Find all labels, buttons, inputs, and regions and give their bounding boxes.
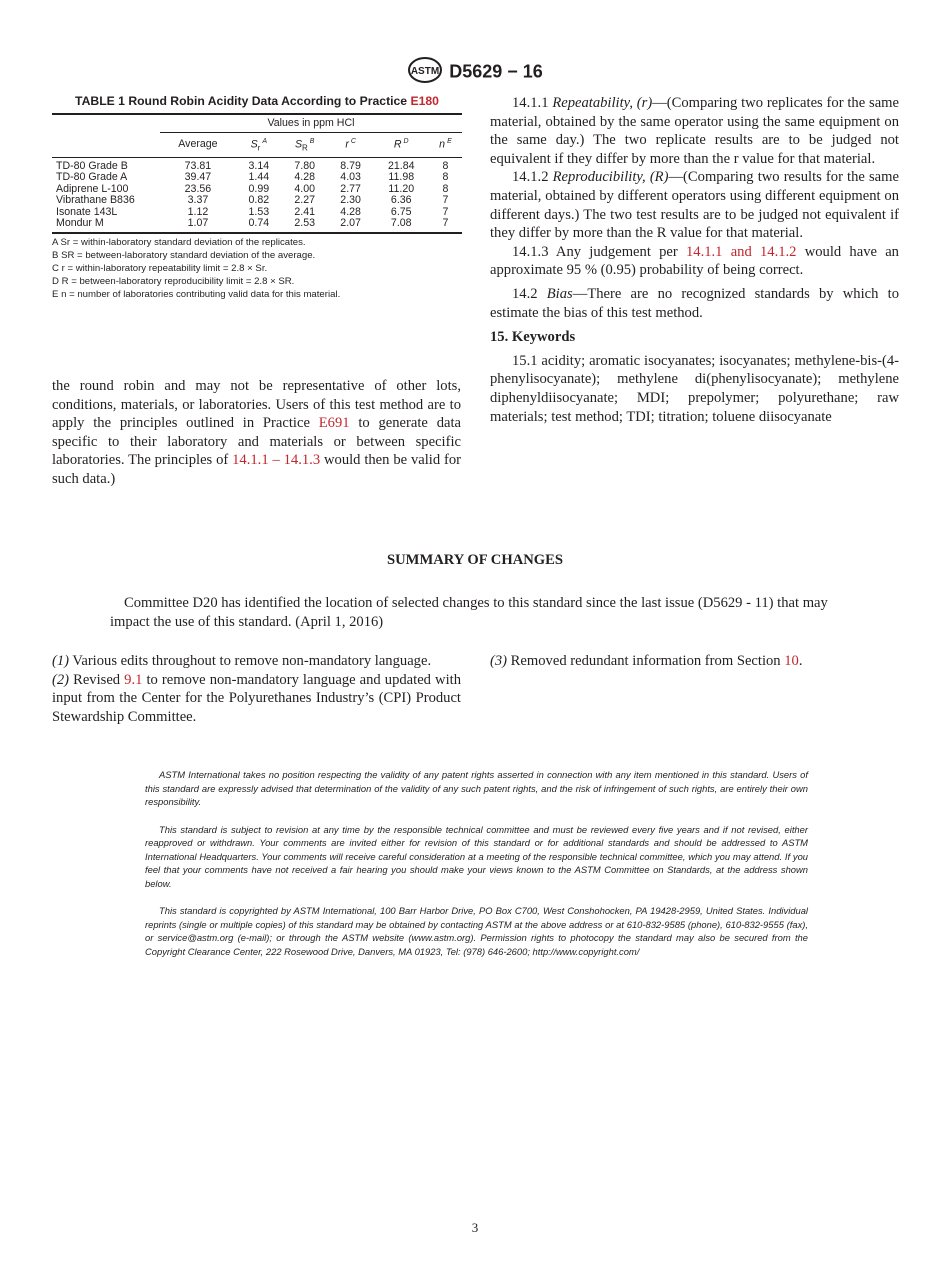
table-row bbox=[52, 218, 462, 233]
table-cell: 7 bbox=[442, 194, 449, 207]
section-14-1-1: 14.1.1 Repeatability, (r)—(Comparing two replicates for the same material, obtained by the same operator using the same equipment on the same day.) The two replicate results are to be judged not equivalent if they differ by more than the r value for that material. bbox=[490, 95, 900, 167]
table-title: TABLE 1 Round Robin Acidity Data According to Practice E180 bbox=[75, 94, 439, 108]
material-name: TD-80 Grade B bbox=[56, 159, 128, 172]
material-name: Isonate 143L bbox=[56, 205, 118, 218]
footnote: D R = between-laboratory reproducibility limit = 2.8 × SR. bbox=[52, 275, 295, 287]
section-15-1: 15.1 acidity; aromatic isocyanates; isocyanates; methylene-bis-(4-phenylisocyanate); methylene di(phenylisocyanate); methylene diphenyldiisocyanate; MDI; prepolymer; polyurethane; raw materials; test method; TDI; titration; toluene diisocyanate bbox=[490, 352, 899, 425]
table-cell: 8 bbox=[442, 159, 449, 172]
column-header: Average bbox=[178, 137, 218, 150]
table-cell: 11.98 bbox=[388, 171, 415, 184]
table-row bbox=[52, 195, 462, 207]
fine-print bbox=[145, 768, 808, 958]
page-header bbox=[0, 56, 950, 89]
material-name: Mondur M bbox=[56, 217, 104, 230]
table-cell: 8 bbox=[442, 182, 449, 195]
table-cell: 4.28 bbox=[340, 205, 361, 218]
copyright-notice: This standard is copyrighted by ASTM International, 100 Barr Harbor Drive, PO Box C700, West Conshohocken, PA 19428-2959, United States. Individual reprints (single or multiple copies) of this standard may be obtained by contacting ASTM at the above address or at 610-832-9585 (phone), 610-832-9555 (fax), or service@astm.org (e-mail); or through the ASTM website (www.astm.org). Permission rights to photocopy the standard may also be secured from the Copyright Clearance Center, 222 Rosewood Drive, Danvers, MA 01923, Tel: (978) 646-2600; http://www.copyright.com/ bbox=[145, 905, 808, 957]
footnote: E n = number of laboratories contributing valid data for this material. bbox=[52, 288, 341, 300]
table-cell: 39.47 bbox=[184, 171, 212, 184]
link-9-1[interactable]: 9.1 bbox=[124, 671, 143, 688]
summary-heading: SUMMARY OF CHANGES bbox=[387, 552, 563, 568]
table-cell: 4.03 bbox=[340, 171, 361, 184]
link-e691[interactable]: E691 bbox=[318, 415, 350, 432]
table-cell: 1.12 bbox=[187, 205, 209, 218]
table-cell: 4.28 bbox=[294, 171, 316, 184]
table-cell: 8 bbox=[442, 171, 449, 184]
column-header: r $^C$ bbox=[345, 137, 356, 151]
table-footnotes bbox=[52, 236, 462, 301]
column-header: $S_R^B$ bbox=[294, 137, 315, 153]
summary-changes-left bbox=[52, 652, 461, 726]
table-cell: 4.00 bbox=[294, 182, 316, 195]
link-14-1-1-and-14-1-2[interactable]: 14.1.1 and 14.1.2 bbox=[685, 243, 797, 260]
footnote: C r = within-laboratory repeatability limit = 2.8 × Sr. bbox=[52, 262, 268, 274]
column-header: $S_r^A$ bbox=[250, 137, 267, 153]
table-cell: 1.44 bbox=[248, 171, 270, 184]
material-name: Vibrathane B836 bbox=[56, 194, 135, 207]
svg-text:ASTM: ASTM bbox=[411, 66, 440, 77]
table-cell: 7 bbox=[442, 217, 449, 230]
footnote: A Sr = within-laboratory standard deviation of the replicates. bbox=[52, 236, 306, 248]
left-column bbox=[52, 377, 461, 489]
table-cell: 2.77 bbox=[340, 182, 361, 195]
summary-changes-right bbox=[490, 652, 899, 671]
column-header: R $^D$ bbox=[393, 137, 409, 151]
table-cell: 11.20 bbox=[388, 182, 415, 195]
table-cell: 7.80 bbox=[294, 159, 316, 172]
right-column bbox=[490, 94, 899, 426]
section-14-1-3: 14.1.3 Any judgement per 14.1.1 and 14.1.2 would have an approximate 95 % (0.95) probability of being correct. bbox=[490, 243, 899, 279]
designation: D5629 − 16 bbox=[449, 61, 543, 82]
table-cell: 3.37 bbox=[187, 194, 209, 207]
section-heading-keywords: 15. Keywords bbox=[490, 329, 576, 346]
link-14-1-1-to-14-1-3[interactable]: 14.1.1 – 14.1.3 bbox=[232, 452, 321, 469]
table-cell: 2.41 bbox=[294, 205, 316, 218]
group-header: Values in ppm HCl bbox=[160, 114, 462, 132]
table-cell: 7.08 bbox=[390, 217, 412, 230]
table-cell: 2.07 bbox=[340, 217, 361, 230]
change-1: (1) Various edits throughout to remove non-mandatory language. bbox=[52, 653, 432, 669]
material-name: TD-80 Grade A bbox=[56, 171, 128, 184]
link-section-10[interactable]: 10 bbox=[784, 653, 799, 669]
table-cell: 0.99 bbox=[248, 182, 270, 195]
link-e180[interactable]: E180 bbox=[410, 94, 439, 108]
table-cell: 23.56 bbox=[184, 182, 212, 195]
summary-intro: Committee D20 has identified the location of selected changes to this standard since the last issue (D5629 - 11) that may impact the use of this standard. (April 1, 2016) bbox=[110, 595, 828, 630]
table-cell: 6.36 bbox=[390, 194, 412, 207]
data-table bbox=[52, 113, 462, 234]
section-14-1-2: 14.1.2 Reproducibility, (R)—(Comparing two results for the same material, obtained by different operators using different equipment on different days.) The two test results are to be judged not equivalent if they differ by more than the R value for that material. bbox=[490, 169, 899, 242]
footnote: B SR = between-laboratory standard deviation of the average. bbox=[52, 249, 316, 261]
table-row bbox=[52, 172, 462, 184]
table-cell: 1.53 bbox=[248, 205, 270, 218]
paragraph-continuation: the round robin and may not be representative of other lots, conditions, materials, or laboratories. Users of this test method are to apply the principles outlined in Practice E691 to generate data specific to their laboratory and materials or between specific laboratories. The principles of 14.1.1 – 14.1.3 would then be valid for such data.) bbox=[52, 378, 462, 487]
table-cell: 6.75 bbox=[390, 205, 412, 218]
table-cell: 0.82 bbox=[248, 194, 270, 207]
table-cell: 7 bbox=[442, 205, 449, 218]
table-cell: 2.27 bbox=[294, 194, 316, 207]
patent-notice: ASTM International takes no position respecting the validity of any patent rights asserted in connection with any item mentioned in this standard. Users of this standard are expressly advised that determination of the validity of any such patent rights, and the risk of infringement of such rights, are entirely their own responsibility. bbox=[145, 769, 808, 807]
table-cell: 8.79 bbox=[340, 159, 361, 172]
column-header: n $^E$ bbox=[439, 137, 452, 151]
table-cell: 2.30 bbox=[340, 194, 361, 207]
table-cell: 21.84 bbox=[387, 159, 415, 172]
table-cell: 2.53 bbox=[294, 217, 316, 230]
table-cell: 0.74 bbox=[248, 217, 270, 230]
change-2: (2) Revised 9.1 to remove non-mandatory language and updated with input from the Center for the Polyurethanes Industry’s (CPI) Product Stewardship Committee. bbox=[52, 671, 461, 725]
section-14-2: 14.2 Bias—There are no recognized standards by which to estimate the bias of this test method. bbox=[490, 285, 900, 321]
table-cell: 3.14 bbox=[248, 159, 270, 172]
revision-notice: This standard is subject to revision at any time by the responsible technical committee and must be reviewed every five years and if not revised, either reapproved or withdrawn. Your comments are invited either for revision of this standard or for additional standards and should be addressed to ASTM International Headquarters. Your comments will receive careful consideration at a meeting of the responsible technical committee, which you may attend. If you feel that your comments have not received a fair hearing you should make your views known to the ASTM Committee on Standards, at the address shown below. bbox=[145, 823, 808, 889]
page-number: 3 bbox=[471, 1220, 479, 1235]
material-name: Adiprene L-100 bbox=[56, 182, 129, 195]
table-cell: 1.07 bbox=[187, 217, 209, 230]
astm-logo-icon bbox=[407, 56, 443, 89]
table-1 bbox=[52, 94, 462, 301]
change-3: (3) Removed redundant information from Section 10. bbox=[490, 653, 803, 669]
table-cell: 73.81 bbox=[184, 159, 212, 172]
table-row bbox=[52, 157, 462, 172]
